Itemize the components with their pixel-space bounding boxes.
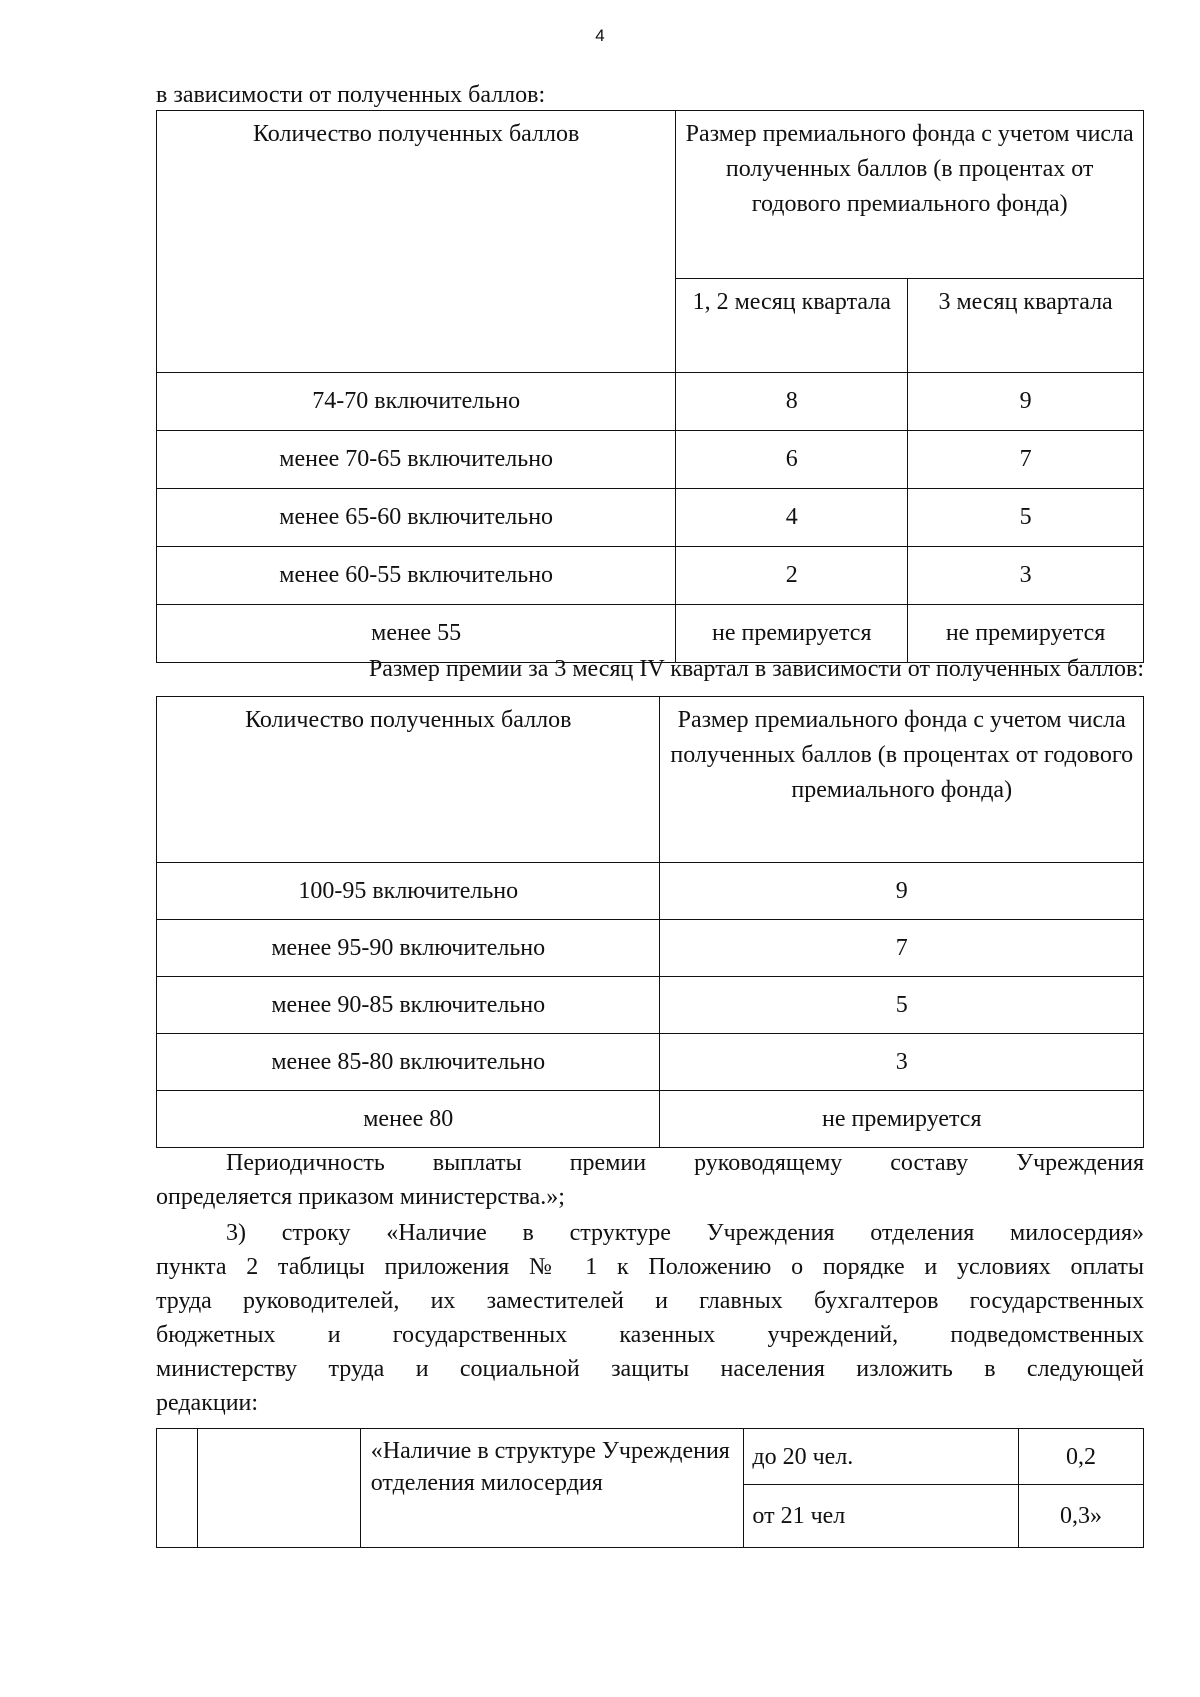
- table-row: [157, 373, 1144, 431]
- months-1-2-value-cell: 6: [676, 431, 908, 489]
- paragraph-line: пункта 2 таблицы приложения № 1 к Положению о порядке и условиях оплаты: [156, 1254, 1144, 1280]
- points-range-cell: менее 60-55 включительно: [157, 547, 676, 605]
- month-3-value-cell: 9: [908, 373, 1144, 431]
- paragraph-line: 3) строку «Наличие в структуре Учреждения отделения милосердия»: [226, 1220, 1144, 1246]
- table-row: [157, 977, 1144, 1034]
- table-row: [157, 547, 1144, 605]
- empty-number-cell: [157, 1429, 198, 1548]
- subheader-months-1-2: 1, 2 месяц квартала: [676, 279, 908, 373]
- amendment-paragraph: [156, 1216, 1144, 1420]
- points-range-cell: 74-70 включительно: [157, 373, 676, 431]
- col-header-fund-size: Размер премиального фонда с учетом числа полученных баллов (в процентах от годового премиального фонда): [660, 697, 1144, 863]
- paragraph-line: определяется приказом министерства.»;: [156, 1184, 565, 1210]
- condition-cell: от 21 чел: [744, 1485, 1019, 1548]
- fund-value-cell: 3: [660, 1034, 1144, 1091]
- points-range-cell: менее 85-80 включительно: [157, 1034, 660, 1091]
- table-header-row: [157, 697, 1144, 863]
- months-1-2-value-cell: 4: [676, 489, 908, 547]
- table-row: [157, 920, 1144, 977]
- points-range-cell: 100-95 включительно: [157, 863, 660, 920]
- fund-value-cell: 5: [660, 977, 1144, 1034]
- month-3-value-cell: не премируется: [908, 605, 1144, 663]
- table-row: [157, 863, 1144, 920]
- bonus-table-q4-month-3: [156, 696, 1144, 1148]
- periodicity-paragraph: [156, 1146, 1144, 1214]
- month-3-value-cell: 3: [908, 547, 1144, 605]
- paragraph-line: труда руководителей, их заместителей и главных бухгалтеров государственных: [156, 1288, 1144, 1314]
- points-range-cell: менее 55: [157, 605, 676, 663]
- table-row: [157, 605, 1144, 663]
- paragraph-line: бюджетных и государственных казенных учреждений, подведомственных: [156, 1322, 1144, 1348]
- subheader-month-3: 3 месяц квартала: [908, 279, 1144, 373]
- fund-value-cell: 9: [660, 863, 1144, 920]
- table-row: [157, 1034, 1144, 1091]
- month-3-value-cell: 5: [908, 489, 1144, 547]
- bonus-table-quarter-months: [156, 110, 1144, 663]
- col-header-points: Количество полученных баллов: [157, 697, 660, 863]
- points-range-cell: менее 80: [157, 1091, 660, 1148]
- table-row: [157, 489, 1144, 547]
- months-1-2-value-cell: не премируется: [676, 605, 908, 663]
- intro-line: в зависимости от полученных баллов:: [156, 82, 546, 108]
- month-3-value-cell: 7: [908, 431, 1144, 489]
- coefficient-cell: 0,2: [1019, 1429, 1144, 1485]
- fund-value-cell: 7: [660, 920, 1144, 977]
- empty-cell: [197, 1429, 360, 1548]
- points-range-cell: менее 95-90 включительно: [157, 920, 660, 977]
- page-number: 4: [595, 26, 605, 45]
- months-1-2-value-cell: 8: [676, 373, 908, 431]
- col-header-points: Количество полученных баллов: [157, 111, 676, 373]
- criterion-cell: «Наличие в структуре Учреждения отделения милосердия: [360, 1429, 744, 1548]
- table-row: [157, 1429, 1144, 1485]
- condition-cell: до 20 чел.: [744, 1429, 1019, 1485]
- coefficient-cell: 0,3»: [1019, 1485, 1144, 1548]
- col-header-fund-size: Размер премиального фонда с учетом числа полученных баллов (в процентах от годового премиального фонда): [676, 111, 1144, 279]
- points-range-cell: менее 65-60 включительно: [157, 489, 676, 547]
- paragraph-line: редакции:: [156, 1390, 259, 1416]
- mercy-department-table: [156, 1428, 1144, 1548]
- fund-value-cell: не премируется: [660, 1091, 1144, 1148]
- points-range-cell: менее 90-85 включительно: [157, 977, 660, 1034]
- table2-caption: Размер премии за 3 месяц IV квартал в зависимости от полученных баллов:: [368, 656, 1144, 682]
- table-row: [157, 431, 1144, 489]
- table-row: [157, 1091, 1144, 1148]
- table-header-row: [157, 111, 1144, 279]
- paragraph-line: Периодичность выплаты премии руководящему составу Учреждения: [226, 1150, 1144, 1176]
- months-1-2-value-cell: 2: [676, 547, 908, 605]
- points-range-cell: менее 70-65 включительно: [157, 431, 676, 489]
- paragraph-line: министерству труда и социальной защиты населения изложить в следующей: [156, 1356, 1144, 1382]
